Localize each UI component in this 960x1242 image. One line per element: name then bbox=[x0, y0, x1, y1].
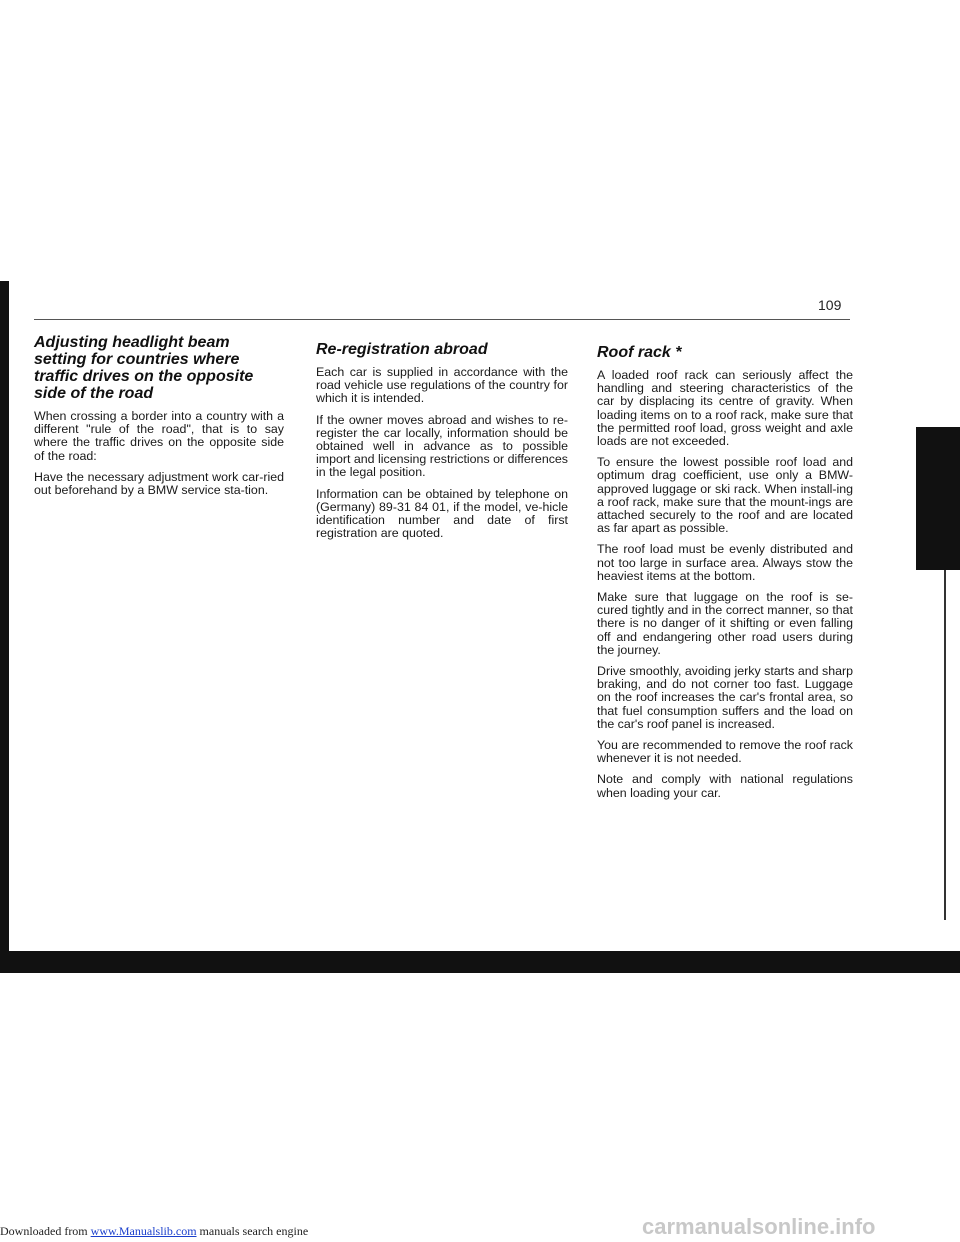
column-roof-rack bbox=[597, 334, 853, 808]
paragraph: A loaded roof rack can seriously affect the handling and steering characteristics of the car by displacing its centre of gravity. When loading items on to a roof rack, make sure that the permitted roof load, gross weight and axle loads are not exceeded. bbox=[597, 368, 853, 449]
manualslib-link[interactable]: www.Manualslib.com bbox=[90, 1224, 197, 1238]
paragraph: The roof load must be evenly distributed and not too large in surface area. Always stow the heaviest items at the bottom. bbox=[597, 542, 853, 583]
thumb-index-tab bbox=[916, 427, 960, 570]
right-scan-line bbox=[944, 570, 946, 690]
column-reregistration bbox=[316, 334, 568, 548]
column-headlight bbox=[34, 334, 284, 505]
paragraph: You are recommended to remove the roof rack whenever it is not needed. bbox=[597, 738, 853, 766]
footer-prefix: Downloaded from bbox=[0, 1224, 91, 1238]
bottom-scan-edge bbox=[0, 951, 960, 973]
download-footer bbox=[0, 1224, 308, 1239]
footer-suffix: manuals search engine bbox=[196, 1224, 309, 1238]
paragraph: When crossing a border into a country with a different "rule of the road", that is to say where the traffic drives on the opposite side of the road: bbox=[34, 409, 284, 463]
page-number: 109 bbox=[818, 297, 842, 313]
paragraph: If the owner moves abroad and wishes to re-register the car locally, information should be obtained well in advance as to possible import and licensing restrictions or differences in the legal position. bbox=[316, 412, 568, 480]
right-scan-line bbox=[944, 690, 946, 920]
section-title: Roof rack * bbox=[597, 344, 682, 361]
section-title: Adjusting headlight beam setting for countries where traffic drives on the opposite side of the road bbox=[34, 334, 254, 402]
watermark: carmanualsonline.info bbox=[642, 1214, 876, 1239]
paragraph: To ensure the lowest possible roof load and optimum drag coefficient, use only a BMW-approved luggage or ski rack. When install-ing a roof rack, make sure that the mount-ings are attached securely to the roof and are located as far apart as possible. bbox=[597, 455, 853, 536]
header-rule bbox=[34, 319, 850, 320]
paragraph: Note and comply with national regulations when loading your car. bbox=[597, 772, 853, 800]
left-scan-edge bbox=[0, 281, 9, 961]
paragraph: Drive smoothly, avoiding jerky starts and sharp braking, and do not corner too fast. Luggage on the roof increases the car's frontal area, so that fuel consumption suffers and the load on the car's roof panel is increased. bbox=[597, 664, 853, 731]
paragraph: Make sure that luggage on the roof is se-cured tightly and in the correct manner, so that there is no danger of it shifting or even falling off and endangering other road users during the journey. bbox=[597, 590, 853, 657]
paragraph: Each car is supplied in accordance with the road vehicle use regulations of the country for which it is intended. bbox=[316, 365, 568, 406]
paragraph: Have the necessary adjustment work car-ried out beforehand by a BMW service sta-tion. bbox=[34, 469, 284, 498]
section-title: Re-registration abroad bbox=[316, 341, 488, 358]
paragraph: Information can be obtained by telephone on (Germany) 89-31 84 01, if the model, ve-hicle identification number and date of first registration are quoted. bbox=[316, 486, 568, 541]
